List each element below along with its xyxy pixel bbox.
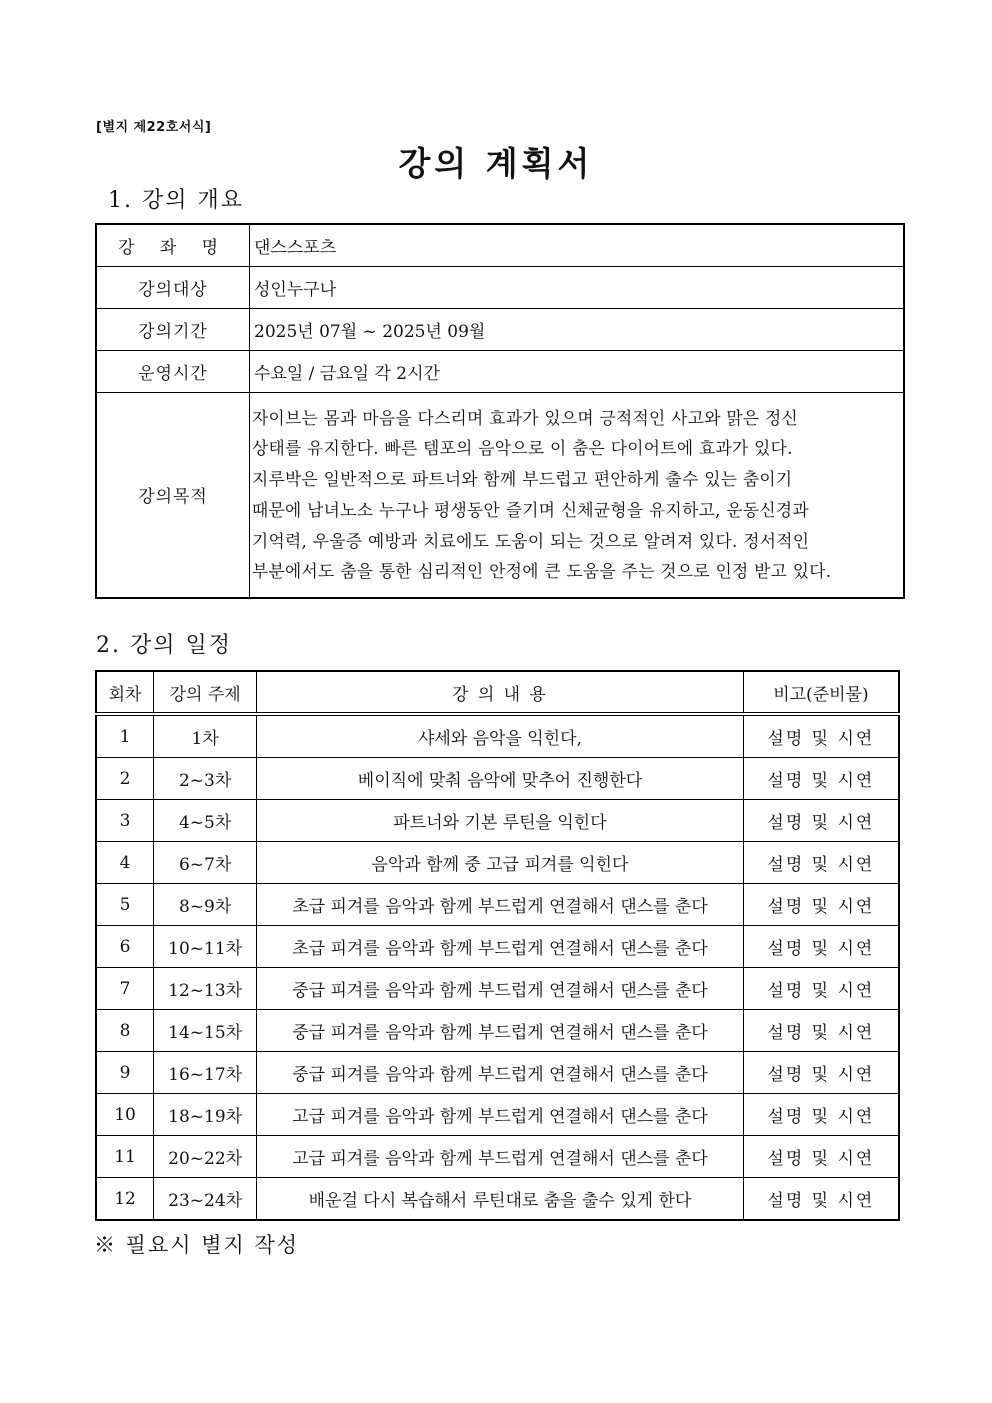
row-topic: 23~24차 [154,1178,257,1221]
purpose-text [250,392,905,598]
row-note: 설명 및 시연 [743,1052,899,1094]
period-label: 강의기간 [96,308,250,350]
row-topic: 16~17차 [154,1052,257,1094]
row-content: 초급 피겨를 음악과 함께 부드럽게 연결해서 댄스를 춘다 [257,884,744,926]
row-no: 4 [96,842,154,884]
row-topic: 8~9차 [154,884,257,926]
row-content: 중급 피겨를 음악과 함께 부드럽게 연결해서 댄스를 춘다 [257,1010,744,1052]
row-note: 설명 및 시연 [743,1178,899,1221]
hours-label: 운영시간 [96,350,250,392]
row-note: 설명 및 시연 [743,800,899,842]
row-no: 1 [96,714,154,758]
row-note: 설명 및 시연 [743,926,899,968]
overview-row [96,392,904,598]
table-row [96,800,899,842]
row-content: 고급 피겨를 음악과 함께 부드럽게 연결해서 댄스를 춘다 [257,1094,744,1136]
row-note: 설명 및 시연 [743,1094,899,1136]
purpose-line: 때문에 남녀노소 누구나 평생동안 즐기며 신체균형을 유지하고, 운동신경과 [252,499,809,520]
purpose-line: 지루박은 일반적으로 파트너와 함께 부드럽고 편안하게 출수 있는 춤이기 [252,469,793,490]
row-topic: 6~7차 [154,842,257,884]
target-value: 성인누구나 [250,266,905,308]
row-content: 배운걸 다시 복습해서 루틴대로 춤을 출수 있게 한다 [257,1178,744,1221]
overview-row [96,350,904,392]
overview-row [96,308,904,350]
table-row [96,968,899,1010]
row-content: 샤세와 음악을 익힌다, [257,714,744,758]
row-note: 설명 및 시연 [743,968,899,1010]
row-no: 5 [96,884,154,926]
overview-row [96,224,904,266]
row-no: 3 [96,800,154,842]
table-row [96,1178,899,1221]
row-note: 설명 및 시연 [743,758,899,800]
header-content: 강 의 내 용 [257,671,744,714]
row-no: 6 [96,926,154,968]
row-note: 설명 및 시연 [743,1136,899,1178]
table-row [96,714,899,758]
table-row [96,1136,899,1178]
row-content: 고급 피겨를 음악과 함께 부드럽게 연결해서 댄스를 춘다 [257,1136,744,1178]
overview-table [95,223,905,599]
table-row [96,1010,899,1052]
table-row [96,1052,899,1094]
row-no: 10 [96,1094,154,1136]
table-row [96,884,899,926]
purpose-line: 부분에서도 춤을 통한 심리적인 안정에 큰 도움을 주는 것으로 인정 받고 있다. [252,561,832,582]
document-title: 강의 계획서 [398,144,594,183]
target-label: 강의대상 [96,266,250,308]
row-topic: 18~19차 [154,1094,257,1136]
header-no: 회차 [96,671,154,714]
row-note: 설명 및 시연 [743,714,899,758]
row-content: 음악과 함께 중 고급 피겨를 익힌다 [257,842,744,884]
row-topic: 10~11차 [154,926,257,968]
row-topic: 1차 [154,714,257,758]
purpose-line: 자이브는 몸과 마음을 다스리며 효과가 있으며 긍적적인 사고와 맑은 정신 [252,407,799,428]
purpose-line: 기억력, 우울증 예방과 치료에도 도움이 되는 것으로 알려져 있다. 정서적인 [252,530,810,551]
course-name-label: 강 좌 명 [96,224,250,266]
schedule-header-row [96,671,899,714]
hours-value: 수요일 / 금요일 각 2시간 [250,350,905,392]
period-value: 2025년 07월 ~ 2025년 09월 [250,308,905,350]
row-no: 8 [96,1010,154,1052]
row-no: 2 [96,758,154,800]
row-no: 12 [96,1178,154,1221]
row-content: 중급 피겨를 음악과 함께 부드럽게 연결해서 댄스를 춘다 [257,968,744,1010]
header-note: 비고(준비물) [743,671,899,714]
row-note: 설명 및 시연 [743,884,899,926]
row-content: 중급 피겨를 음악과 함께 부드럽게 연결해서 댄스를 춘다 [257,1052,744,1094]
row-note: 설명 및 시연 [743,842,899,884]
row-content: 파트너와 기본 루틴을 익힌다 [257,800,744,842]
table-row [96,842,899,884]
row-note: 설명 및 시연 [743,1010,899,1052]
table-row [96,1094,899,1136]
row-topic: 14~15차 [154,1010,257,1052]
row-no: 7 [96,968,154,1010]
form-number: [별지 제22호서식] [96,120,212,135]
header-topic: 강의 주제 [154,671,257,714]
purpose-line: 상태를 유지한다. 빠른 템포의 음악으로 이 춤은 다이어트에 효과가 있다. [252,438,793,459]
footnote: ※ 필요시 별지 작성 [94,1233,300,1257]
purpose-label: 강의목적 [96,392,250,598]
overview-row [96,266,904,308]
schedule-table [95,670,900,1221]
row-content: 베이직에 맞춰 음악에 맞추어 진행한다 [257,758,744,800]
row-no: 11 [96,1136,154,1178]
section-overview-heading: 1. 강의 개요 [108,188,244,213]
section-schedule-heading: 2. 강의 일정 [96,633,232,658]
table-row [96,758,899,800]
row-no: 9 [96,1052,154,1094]
row-content: 초급 피겨를 음악과 함께 부드럽게 연결해서 댄스를 춘다 [257,926,744,968]
row-topic: 20~22차 [154,1136,257,1178]
row-topic: 4~5차 [154,800,257,842]
course-name-value: 댄스스포츠 [250,224,905,266]
row-topic: 2~3차 [154,758,257,800]
row-topic: 12~13차 [154,968,257,1010]
table-row [96,926,899,968]
